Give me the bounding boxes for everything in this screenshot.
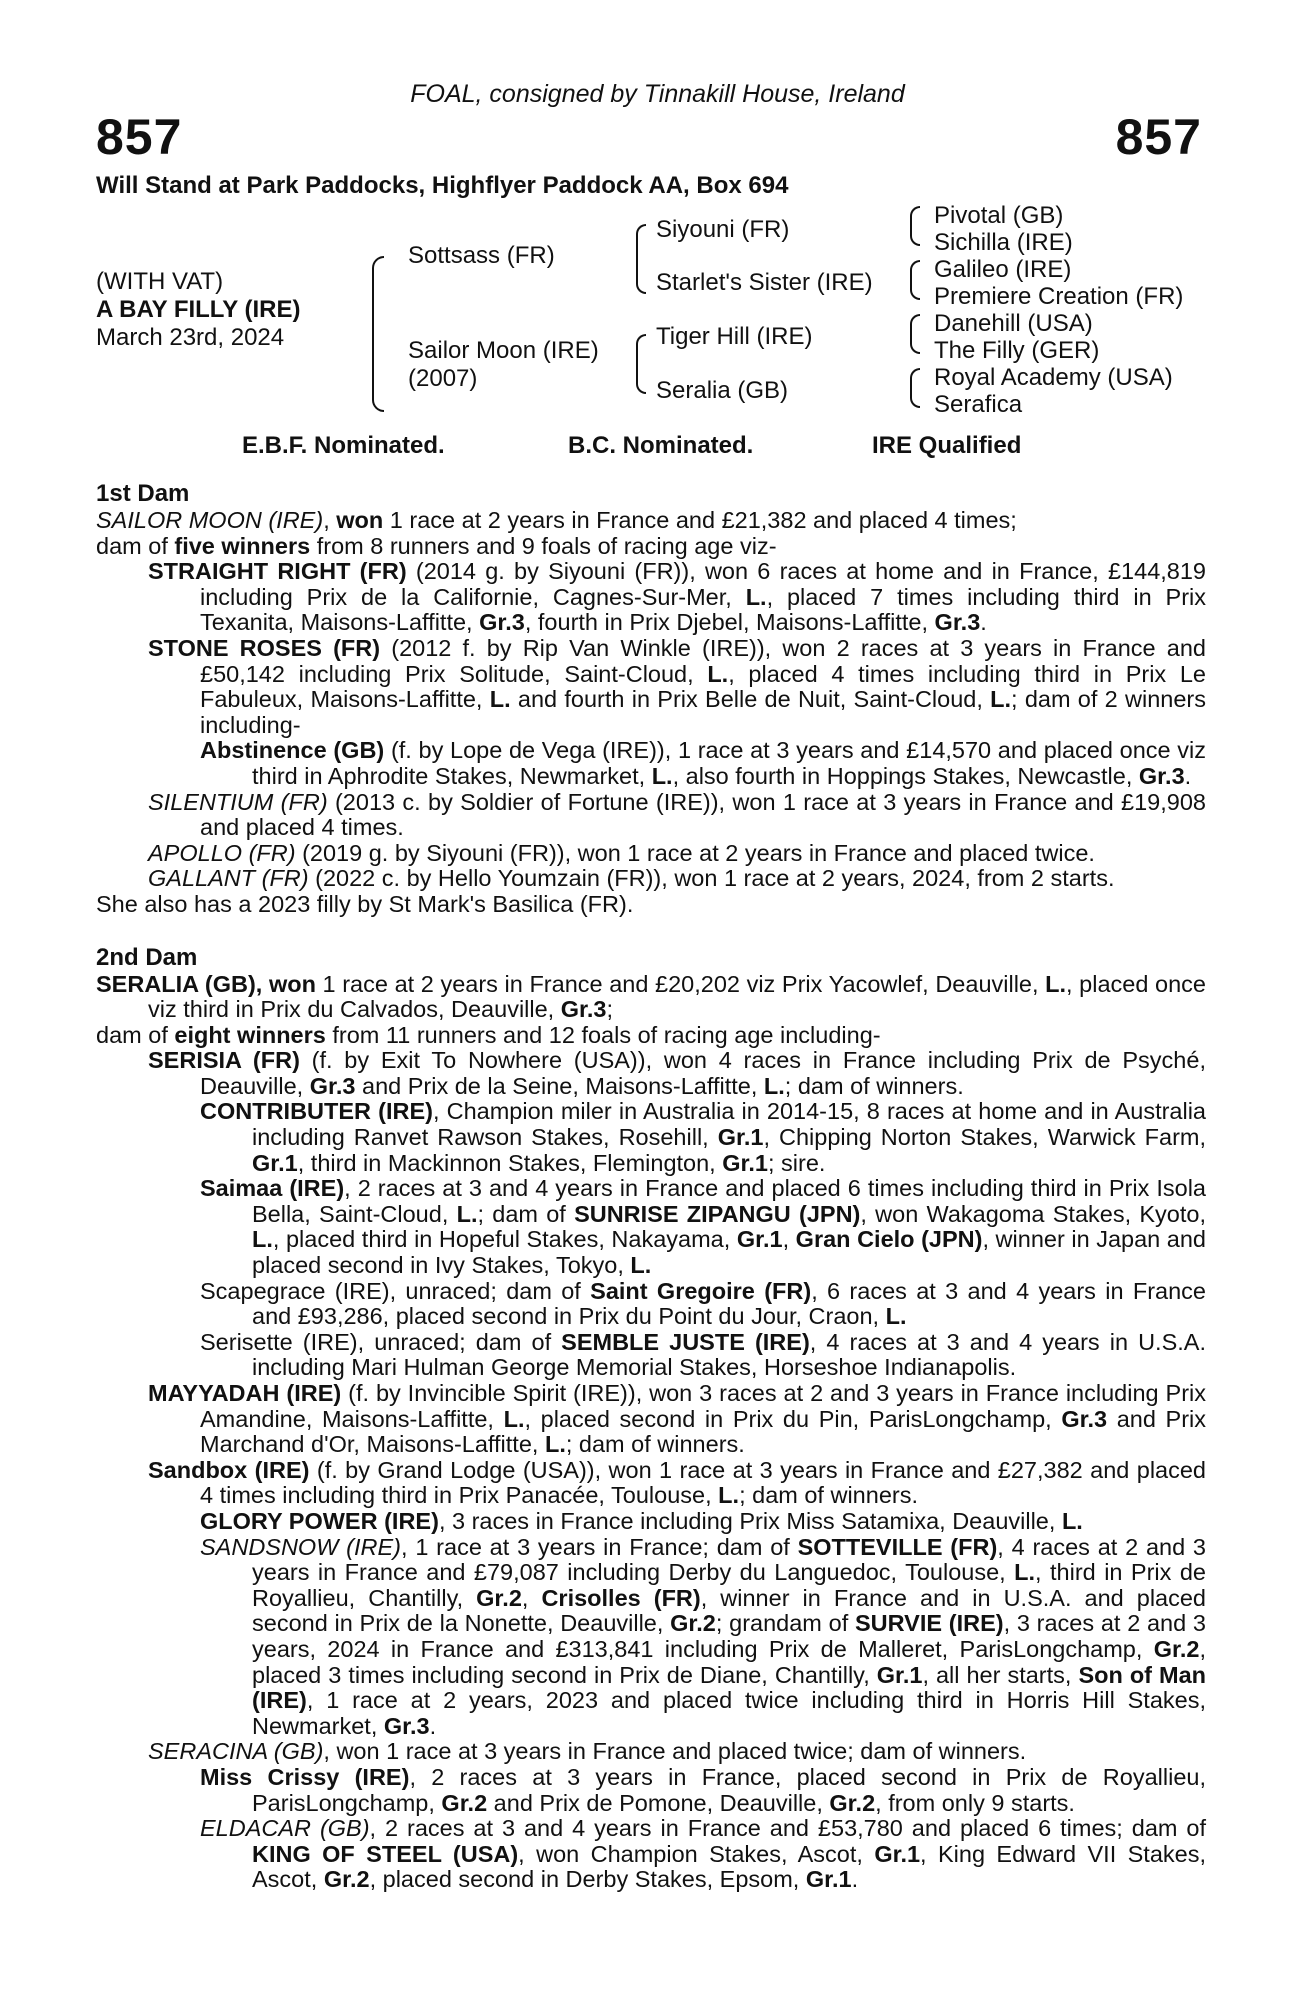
ancestor-6: The Filly (GER) (934, 337, 1100, 364)
entry-stone-roses: STONE ROSES (FR) (2012 f. by Rip Van Winkle (IRE)), won 2 races at 3 years in France and £50,142 including Prix Solitude, Saint-Cloud, L., placed 4 times including third in Prix Le Fabuleux, Maisons-Laffitte, L. and fourth in Prix Belle de Nuit, Saint-Cloud, L.; dam of 2 winners including- (148, 634, 1206, 738)
sire: Sottsass (FR) (408, 242, 555, 269)
second-dam-produce: dam of eight winners from 11 runners and 12 foals of racing age including- (96, 1021, 881, 1048)
ancestor-5: Danehill (USA) (934, 310, 1093, 337)
entry-eldacar: ELDACAR (GB), 2 races at 3 and 4 years in France and £53,780 and placed 6 times; dam of KING OF STEEL (USA), won Champion Stakes, Ascot, Gr.1, King Edward VII Stakes, Ascot, Gr.2, placed second in Derby Stakes, Epsom, Gr.1. (200, 1815, 1206, 1893)
entry-sandbox: Sandbox (IRE) (f. by Grand Lodge (USA)), won 1 race at 3 years in France and £27,382 and placed 4 times including third in Prix Panacée, Toulouse, L.; dam of winners. (148, 1456, 1206, 1509)
foaling-date: March 23rd, 2024 (96, 324, 285, 351)
entry-silentium: SILENTIUM (FR) (2013 c. by Soldier of Fortune (IRE)), won 1 race at 3 years in France and £19,908 and placed 4 times. (148, 788, 1206, 841)
dam-sire: Tiger Hill (IRE) (656, 323, 813, 350)
entry-seracina: SERACINA (GB), won 1 race at 3 years in France and placed twice; dam of winners. (148, 1738, 1027, 1765)
first-dam-heading: 1st Dam (96, 480, 190, 507)
ancestor-3: Galileo (IRE) (934, 256, 1072, 283)
ancestor-8: Serafica (934, 391, 1023, 418)
entry-contributer: CONTRIBUTER (IRE), Champion miler in Australia in 2014-15, 8 races at home and in Australia including Ranvet Rawson Stakes, Rosehill, Gr.1, Chipping Norton Stakes, Warwick Farm, Gr.1, third in Mackinnon Stakes, Flemington, Gr.1; sire. (200, 1098, 1206, 1176)
vat-note: (WITH VAT) (96, 268, 224, 295)
first-dam-produce: dam of five winners from 8 runners and 9 foals of racing age viz- (96, 532, 777, 559)
entry-abstinence: Abstinence (GB) (f. by Lope de Vega (IRE)), 1 race at 3 years and £14,570 and placed once viz third in Aphrodite Stakes, Newmarket, L., also fourth in Hoppings Stakes, Newcastle, Gr.3. (200, 737, 1206, 789)
entry-miss-crissy: Miss Crissy (IRE), 2 races at 3 years in France, placed second in Prix de Royallieu, ParisLongchamp, Gr.2 and Prix de Pomone, Deauville, Gr.2, from only 9 starts. (200, 1763, 1207, 1816)
dam: Sailor Moon (IRE) (408, 337, 599, 364)
lot-number-right: 857 (1115, 109, 1202, 165)
entry-mayyadah: MAYYADAH (IRE) (f. by Invincible Spirit (IRE)), won 3 races at 2 and 3 years in France including Prix Amandine, Maisons-Laffitte, L., placed second in Prix du Pin, ParisLongchamp, Gr.3 and Prix Marchand d'Or, Maisons-Laffitte, L.; dam of winners. (148, 1380, 1206, 1458)
brace-g78 (910, 368, 920, 408)
entry-saimaa: Saimaa (IRE), 2 races at 3 and 4 years in France and placed 6 times including third in Prix Isola Bella, Saint-Cloud, L.; dam of SUNRISE ZIPANGU (JPN), won Wakagoma Stakes, Kyoto, L., placed third in Hopeful Stakes, Nakayama, Gr.1, Gran Cielo (JPN), winner in Japan and placed second in Ivy Stakes, Tokyo, L. (200, 1175, 1206, 1279)
brace-main (372, 256, 384, 412)
brace-dam (636, 334, 646, 394)
dam-year: (2007) (408, 365, 478, 392)
bc-nomination: B.C. Nominated. (568, 432, 754, 459)
brace-sire (636, 224, 646, 294)
brace-g34 (910, 260, 920, 300)
brace-g56 (910, 314, 920, 354)
second-dam-heading: 2nd Dam (96, 943, 198, 971)
first-dam-note: She also has a 2023 filly by St Mark's Basilica (FR). (96, 890, 634, 917)
entry-gallant: GALLANT (FR) (2022 c. by Hello Youmzain (FR)), won 1 race at 2 years, 2024, from 2 starts. (148, 865, 1115, 892)
sire-dam: Starlet's Sister (IRE) (656, 269, 873, 296)
lot-number-left: 857 (96, 109, 183, 165)
sire-sire: Siyouni (FR) (656, 216, 790, 243)
second-dam-record: SERALIA (GB), won 1 race at 2 years in France and £20,202 viz Prix Yacowlef, Deauville, L., placed once viz third in Prix du Calvados, Deauville, Gr.3; (96, 970, 1206, 1023)
entry-serisia: SERISIA (FR) (f. by Exit To Nowhere (USA)), won 4 races in France including Prix de Psyché, Deauville, Gr.3 and Prix de la Seine, Maisons-Laffitte, L.; dam of winners. (148, 1047, 1206, 1099)
ancestor-4: Premiere Creation (FR) (934, 283, 1184, 310)
first-dam-record: SAILOR MOON (IRE), won 1 race at 2 years in France and £21,382 and placed 4 times; (96, 507, 1017, 533)
entry-apollo: APOLLO (FR) (2019 g. by Siyouni (FR)), won 1 race at 2 years in France and placed twice. (148, 839, 1095, 866)
subject-horse: A BAY FILLY (IRE) (96, 296, 301, 323)
consignment-line: FOAL, consigned by Tinnakill House, Ireland (410, 80, 905, 108)
entry-scapegrace: Scapegrace (IRE), unraced; dam of Saint Gregoire (FR), 6 races at 3 and 4 years in France and £93,286, placed second in Prix du Point du Jour, Craon, L. (200, 1277, 1206, 1330)
entry-straight-right: STRAIGHT RIGHT (FR) (2014 g. by Siyouni (FR)), won 6 races at home and in France, £144,819 including Prix de la Californie, Cagnes-Sur-Mer, L., placed 7 times including third in Prix Texanita, Maisons-Laffitte, Gr.3, fourth in Prix Djebel, Maisons-Laffitte, Gr.3. (148, 558, 1207, 636)
ancestor-2: Sichilla (IRE) (934, 229, 1073, 256)
dam-dam: Seralia (GB) (656, 377, 789, 404)
ancestor-1: Pivotal (GB) (934, 202, 1064, 229)
entry-sandsnow: SANDSNOW (IRE), 1 race at 3 years in France; dam of SOTTEVILLE (FR), 4 races at 2 and 3 years in France and £79,087 including Derby du Languedoc, Toulouse, L., third in Prix de Royallieu, Chantilly, Gr.2, Crisolles (FR), winner in France and in U.S.A. and placed second in Prix de la Nonette, Deauville, Gr.2; grandam of SURVIE (IRE), 3 races at 2 and 3 years, 2024 in France and £313,841 including Prix de Malleret, ParisLongchamp, Gr.2, placed 3 times including second in Prix de Diane, Chantilly, Gr.1, all her starts, Son of Man (IRE), 1 race at 2 years, 2023 and placed twice including third in Horris Hill Stakes, Newmarket, Gr.3. (200, 1533, 1207, 1739)
ebf-nomination: E.B.F. Nominated. (242, 432, 445, 459)
entry-serisette: Serisette (IRE), unraced; dam of SEMBLE JUSTE (IRE), 4 races at 3 and 4 years in U.S.A. including Mari Hulman George Memorial Stakes, Horseshoe Indianapolis. (200, 1328, 1206, 1381)
stand-location: Will Stand at Park Paddocks, Highflyer Paddock AA, Box 694 (96, 172, 789, 199)
entry-glory-power: GLORY POWER (IRE), 3 races in France including Prix Miss Satamixa, Deauville, L. (200, 1507, 1083, 1534)
brace-g12 (910, 206, 920, 246)
ire-qualified: IRE Qualified (872, 432, 1022, 459)
catalogue-body (96, 480, 1206, 1893)
ancestor-7: Royal Academy (USA) (934, 364, 1173, 391)
